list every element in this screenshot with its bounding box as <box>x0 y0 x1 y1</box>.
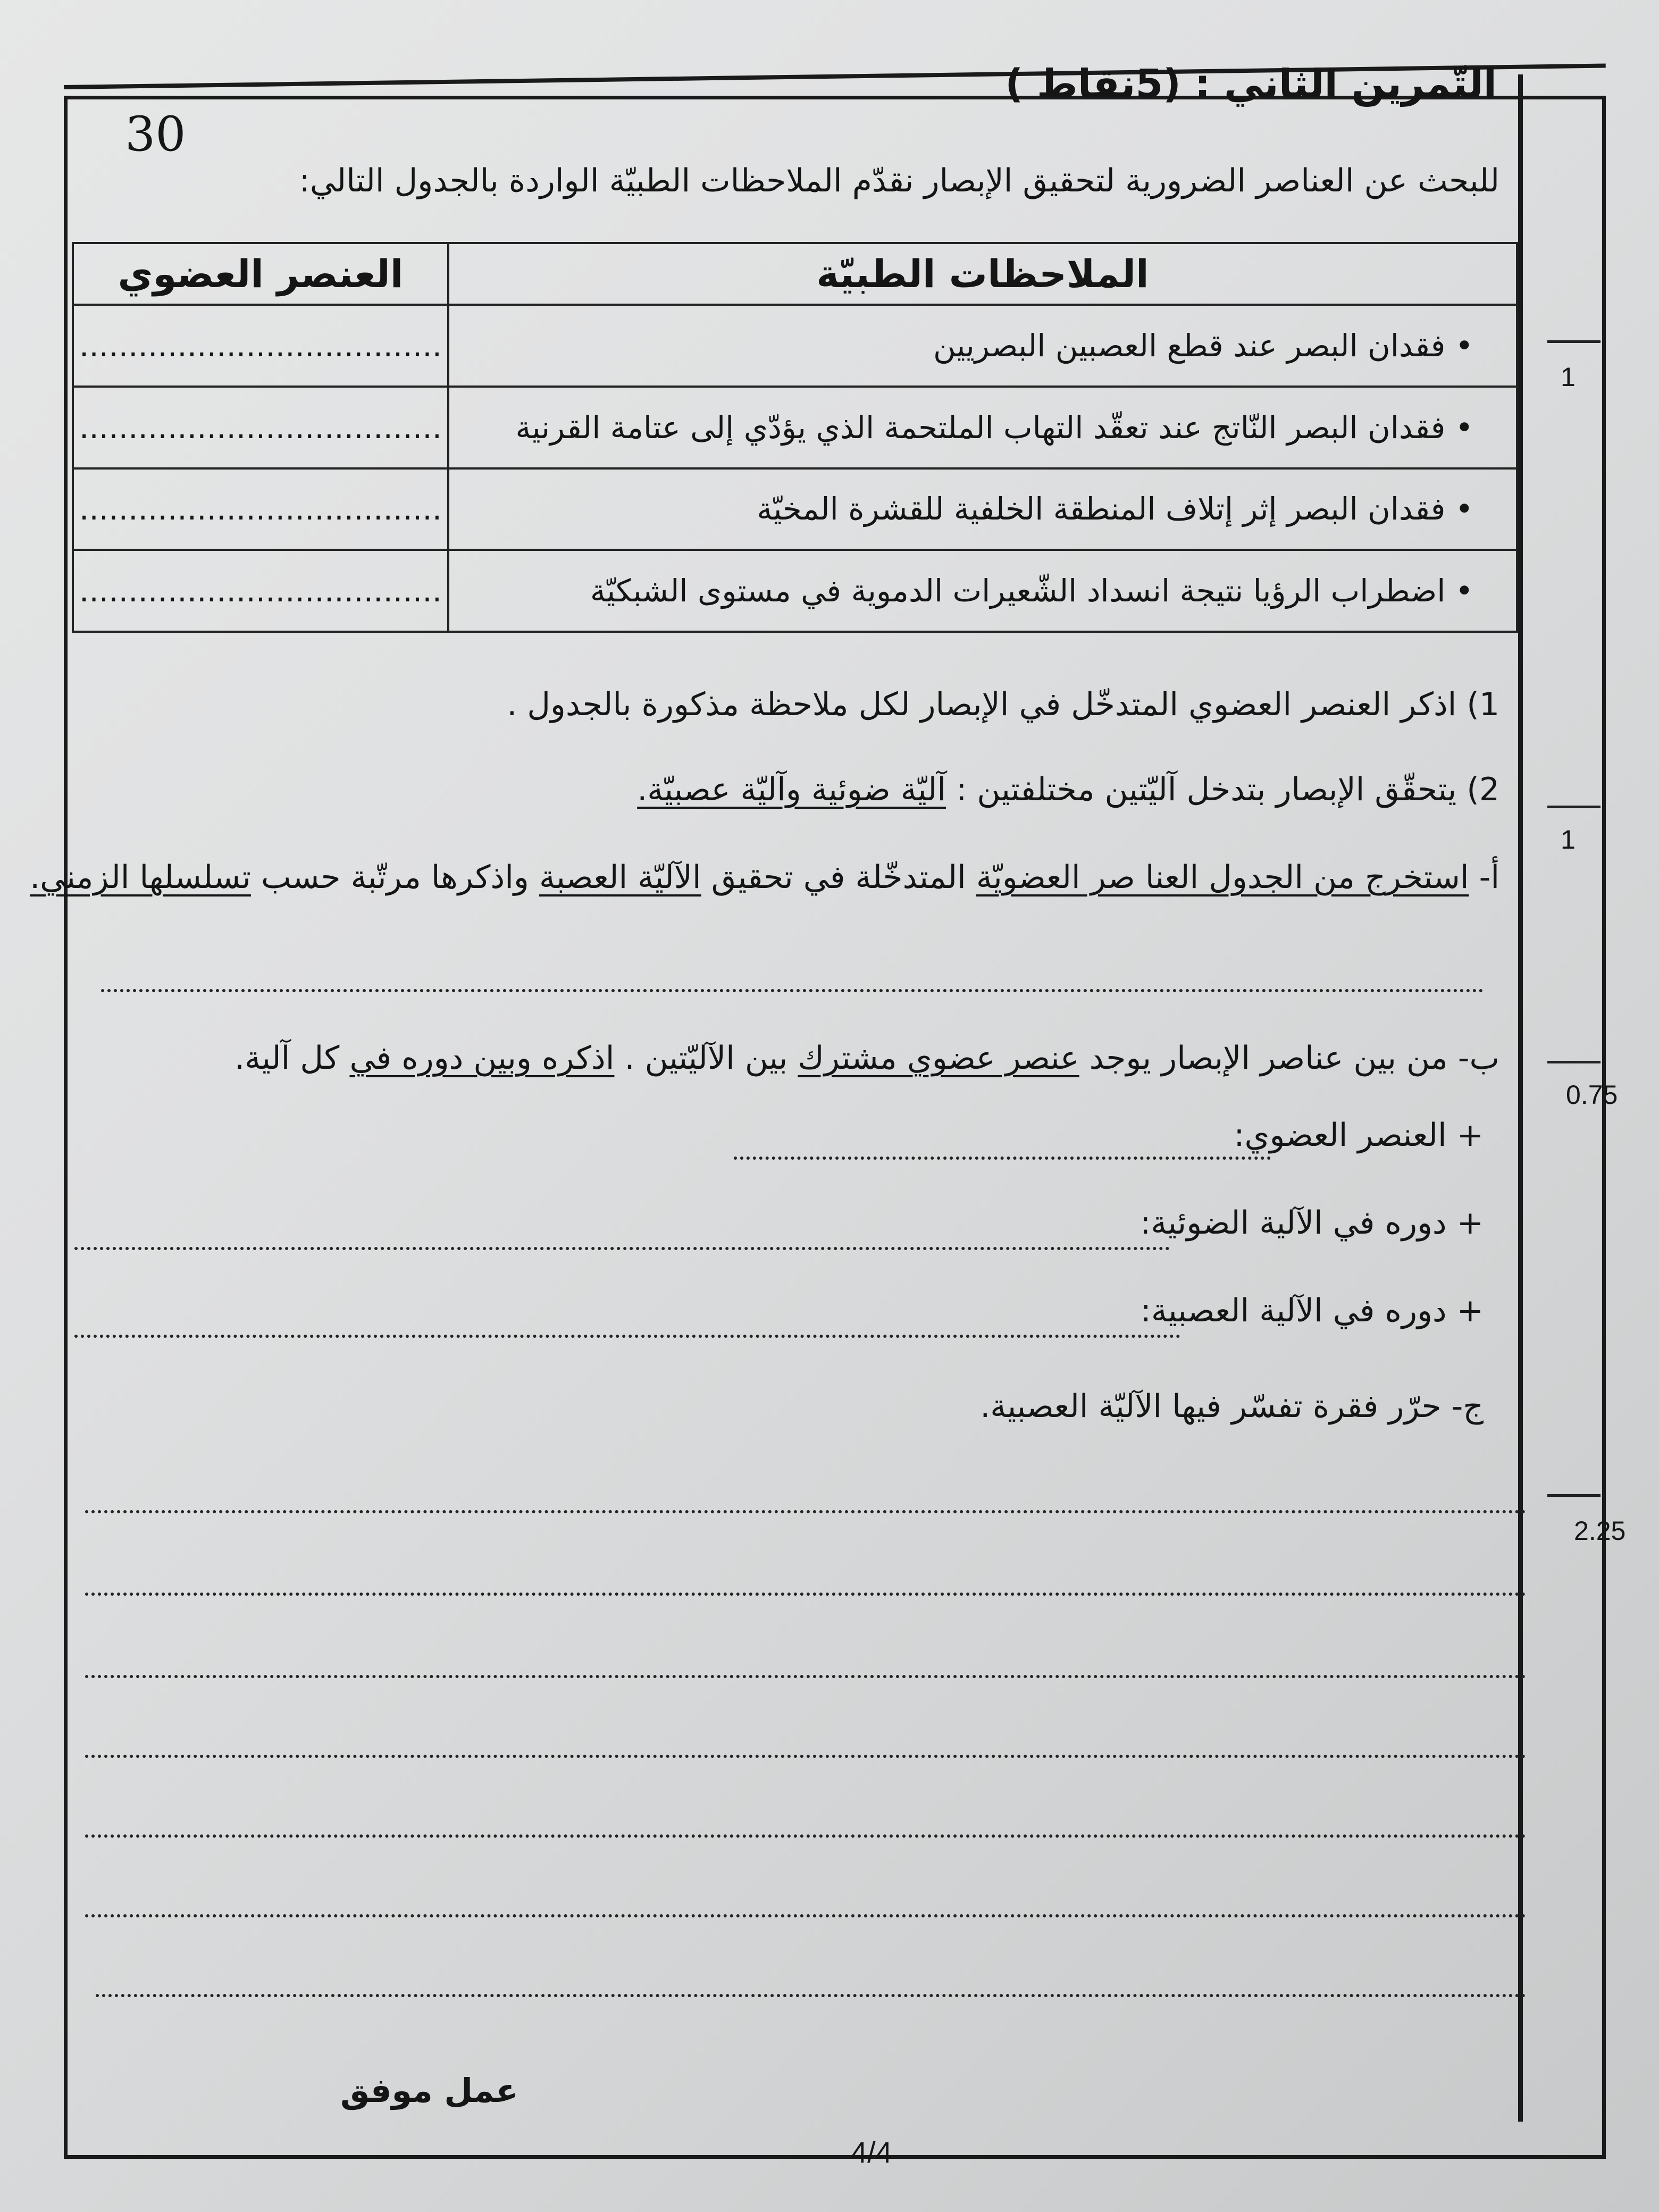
question-a-part1: استخرج من الجدول العنا صر العضويّة <box>976 859 1469 896</box>
question-a-part5: تسلسلها الزمني. <box>30 859 251 896</box>
question-b-part5: كل آلية. <box>234 1040 350 1077</box>
question-b-label: ب- <box>1457 1040 1499 1077</box>
exercise-title: التّمرين الثاني : (5نقاط ) <box>1005 61 1497 107</box>
answer-line[interactable] <box>85 1755 1526 1758</box>
question-a-label: أ- <box>1479 859 1499 896</box>
table-row <box>73 468 1517 550</box>
answer-line[interactable] <box>85 1675 1526 1678</box>
table-row <box>73 387 1517 468</box>
question-c <box>980 1388 1484 1425</box>
page-number: 4/4 <box>851 2135 892 2169</box>
answer-cell[interactable]: ..................................... <box>73 468 448 550</box>
observation-cell: • اضطراب الرؤيا نتيجة انسداد الشّعيرات الدموية في مستوى الشبكيّة <box>448 550 1517 632</box>
score-mark <box>1547 1494 1601 1497</box>
organic-element-label: + العنصر العضوي: <box>1234 1117 1484 1154</box>
good-luck-text: عمل موفق <box>340 2071 518 2110</box>
answer-cell[interactable]: ..................................... <box>73 387 448 468</box>
answer-line[interactable] <box>85 1914 1526 1917</box>
header-notes: الملاحظات الطبيّة <box>448 243 1517 305</box>
question-a-part4: واذكرها مرتّبة حسب <box>250 859 539 896</box>
optical-role-label: + دوره في الآلية الضوئية: <box>1140 1204 1484 1242</box>
question-b-part1: من بين عناصر الإبصار يوجد <box>1079 1040 1458 1077</box>
answer-line[interactable] <box>96 1994 1526 1997</box>
question-1: 1) اذكر العنصر العضوي المتدخّل في الإبصار لكل ملاحظة مذكورة بالجدول . <box>507 686 1499 723</box>
question-2-mechanisms: آليّة ضوئية وآليّة عصبيّة. <box>637 771 946 808</box>
header-element: العنصر العضوي <box>73 243 448 305</box>
score-a: 1 <box>1561 825 1576 854</box>
score-mark <box>1547 340 1601 343</box>
question-a-part3: الآليّة العصبة <box>539 859 701 896</box>
neural-role-label: + دوره في الآلية العصبية: <box>1140 1292 1484 1329</box>
score-mark <box>1547 806 1601 808</box>
table-row <box>73 550 1517 632</box>
score-margin-line <box>1518 74 1523 2122</box>
handwritten-number: 30 <box>125 106 186 162</box>
answer-line[interactable] <box>74 1335 1180 1338</box>
observation-cell: • فقدان البصر إثر إتلاف المنطقة الخلفية للقشرة المخيّة <box>448 468 1517 550</box>
score-b: 0.75 <box>1566 1080 1618 1110</box>
answer-cell[interactable]: ..................................... <box>73 305 448 387</box>
question-a-part2: المتدخّلة في تحقيق <box>701 859 976 896</box>
score-q1: 1 <box>1561 362 1576 392</box>
intro-text: للبحث عن العناصر الضرورية لتحقيق الإبصار نقدّم الملاحظات الطبيّة الواردة بالجدول التالي: <box>299 162 1499 199</box>
question-c-text: حرّر فقرة تفسّر فيها الآليّة العصبية. <box>980 1388 1452 1425</box>
question-2 <box>637 771 1499 808</box>
question-a <box>30 859 1499 896</box>
observation-cell: • فقدان البصر النّاتج عند تعقّد التهاب الملتحمة الذي يؤدّي إلى عتامة القرنية <box>448 387 1517 468</box>
score-mark <box>1547 1061 1601 1063</box>
observations-table <box>72 242 1518 633</box>
question-b-part4: اذكره وبين دوره في <box>349 1040 615 1077</box>
answer-cell[interactable]: ..................................... <box>73 550 448 632</box>
score-c: 2.25 <box>1574 1516 1626 1546</box>
table-header-row <box>73 243 1517 305</box>
question-c-label: ج- <box>1451 1388 1484 1425</box>
question-b <box>234 1040 1499 1077</box>
table-row <box>73 305 1517 387</box>
observation-cell: • فقدان البصر عند قطع العصبين البصريين <box>448 305 1517 387</box>
question-2-prefix: 2) يتحقّق الإبصار بتدخل آليّتين مختلفتين : <box>946 771 1499 808</box>
answer-line[interactable] <box>85 1510 1526 1513</box>
answer-line[interactable] <box>74 1247 1170 1250</box>
answer-line[interactable] <box>734 1157 1271 1160</box>
answer-line[interactable] <box>85 1593 1526 1596</box>
question-b-part3: بين الآليّتين . <box>614 1040 798 1077</box>
question-b-part2: عنصر عضوي مشترك <box>798 1040 1079 1077</box>
answer-line[interactable] <box>101 989 1484 992</box>
answer-line[interactable] <box>85 1834 1526 1838</box>
